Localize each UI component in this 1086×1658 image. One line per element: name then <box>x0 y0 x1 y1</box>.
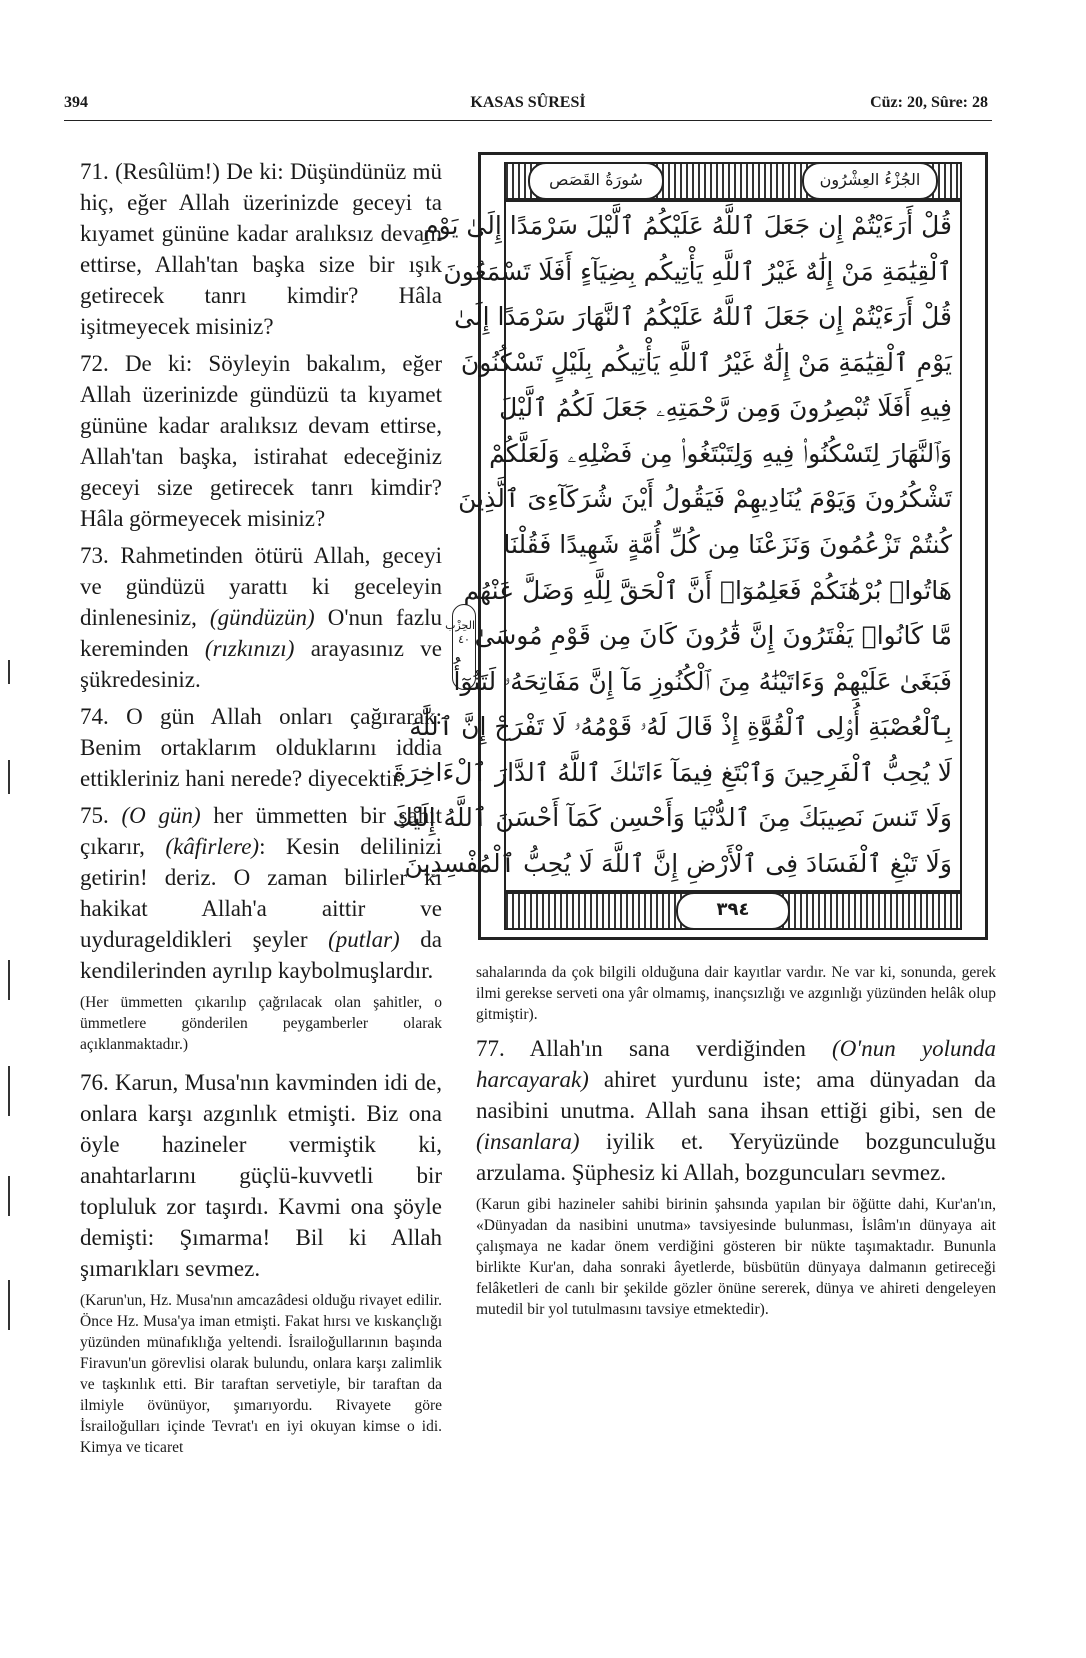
page-header <box>64 94 992 121</box>
surah-title: KASAS SÛRESİ <box>470 94 586 111</box>
arabic-line: تَشْكُرُونَ وَيَوْمَ يُنَادِيهِمْ فَيَقُولُ أَيْنَ شُرَكَآءِىَ ٱلَّذِينَ <box>458 484 952 514</box>
left-translation-column <box>80 156 442 1470</box>
verse-77: 77. Allah'ın sana verdiğinden (O'nun yolunda harcayarak) ahiret yurdunu iste; ama dünyadan da nasibini unutma. Allah sana ihsan ettiği gibi, sen de (insanlara) iyilik et. Yeryüzünde bozgunculuğu arzulama. Şüphesiz ki Allah, bozguncuları sevmez. <box>476 1036 996 1185</box>
note-76-continued: sahalarında da çok bilgili olduğuna dair kayıtlar vardır. Ne var ki, sonunda, gerek ilmi gerekse serveti ona yâr olmamış, inançsızlığı ve azgınlığı yüzünden helâk olup gitmiştir). <box>476 964 996 1023</box>
quran-page-frame <box>392 152 988 940</box>
arabic-line: كُنتُمْ تَزْعُمُونَ وَنَزَعْنَا مِن كُلِّ أُمَّةٍ شَهِيدًا فَقُلْنَا <box>503 529 952 559</box>
arabic-line: لَا يُحِبُّ ٱلْفَرِحِينَ وَٱبْتَغِ فِيمَآ ءَاتَىٰكَ ٱللَّهُ ٱلدَّارَ ٱلْءَاخِرَةَ <box>393 757 952 787</box>
verse-75: 75. (O gün) her ümmetten bir şahit çıkarır, (kâfirlere): Kesin delilinizi getirin! deriz. O zaman bilirler ki hakikat Allah'a aittir ve uydurageldikleri şeyler (putlar) da kendilerinden ayrılıp kaybolmuşlardır. <box>80 803 443 983</box>
arabic-line: وَلَا تَنسَ نَصِيبَكَ مِنَ ٱلدُّنْيَا وَأَحْسِن كَمَآ أَحْسَنَ ٱللَّهُ إِلَيْكَ <box>392 803 952 833</box>
verse-73: 73. Rahmetinden ötürü Allah, geceyi ve gündüzü yarattı ki geceleyin dinlenesiniz, (gündüzün) O'nun fazlu kereminden (rızkınızı) arayasınız ve şükredesiniz. <box>80 543 442 692</box>
arabic-line: بِٱلْعُصْبَةِ أُو۟لِى ٱلْقُوَّةِ إِذْ قَالَ لَهُۥ قَوْمُهُۥ لَا تَفْرَحْ إِنَّ ٱللَّهَ <box>409 712 952 742</box>
arabic-line: يَوْمِ ٱلْقِيَٰمَةِ مَنْ إِلَٰهٌ غَيْرُ ٱللَّهِ يَأْتِيكُم بِلَيْلٍ تَسْكُنُونَ <box>460 347 952 377</box>
note-77: (Karun gibi hazineler sahibi birinin şahsında yapılan bir öğütte dahi, Kur'an'ın, «Dünyadan da nasibini unutma» tavsiyesinde bulunması, İslâm'ın dünyaya ait çalışmaya ne kadar önem verdiğini gösteren bir nükte taşımaktadır. Bununla birlikte Kur'an, daha sonraki âyetlerde, büsbütün dünyaya dalmanın getireceği felâketleri de canlı bir şekilde gözler önüne sererek, dünya ve ahireti dengeleyen mutedil bir yol tutulmasını tavsiye etmektedir). <box>476 1196 996 1318</box>
arabic-line: فَبَغَىٰ عَلَيْهِمْ وَءَاتَيْنَٰهُ مِنَ ٱلْكُنُوزِ مَآ إِنَّ مَفَاتِحَهُۥ لَتَنُوٓأُ <box>453 666 952 696</box>
arabic-line: ٱلْقِيَٰمَةِ مَنْ إِلَٰهٌ غَيْرُ ٱللَّهِ يَأْتِيكُم بِضِيَآءٍ أَفَلَا تَسْمَعُونَ <box>443 256 952 286</box>
arabic-line: وَلَا تَبْغِ ٱلْفَسَادَ فِى ٱلْأَرْضِ إِنَّ ٱللَّهَ لَا يُحِبُّ ٱلْمُفْسِدِينَ <box>404 848 952 878</box>
right-translation-column <box>476 962 996 1328</box>
juz-name-cartouche: الجُزْءُ العِشْرُون <box>802 162 938 200</box>
verse-71: 71. (Resûlüm!) De ki: Düşündünüz mü hiç, eğer Allah üzerinizde geceyi ta kıyamet gününe kadar aralıksız devam ettirse, Allah'tan başka size bir ışık getirecek tanrı kimdir? Hâla işitmeyecek misiniz? <box>80 159 442 339</box>
margin-mark <box>8 760 10 794</box>
arabic-page-number: ٣٩٤ <box>676 892 790 930</box>
note-75: (Her ümmetten çıkarılıp çağrılacak olan şahitler, o ümmetlere gönderilen peygamberler olarak açıklanmaktadır.) <box>80 994 442 1053</box>
arabic-line: فِيهِ أَفَلَا تُبْصِرُونَ وَمِن رَّحْمَتِهِۦ جَعَلَ لَكُمُ ٱلَّيْلَ <box>499 393 952 423</box>
arabic-line: وَٱلنَّهَارَ لِتَسْكُنُوا۟ فِيهِ وَلِتَبْتَغُوا۟ مِن فَضْلِهِۦ وَلَعَلَّكُمْ <box>489 438 952 468</box>
margin-mark <box>8 1176 10 1216</box>
note-76: (Karun'un, Hz. Musa'nın amcazâdesi olduğu rivayet edilir. Önce Hz. Musa'ya iman etmişti. Fakat hırsı ve kıskançlığı yüzünden münafıklığa yeltendi. İsrailoğullarının başında Firavun'un görevlisi olarak bulundu, onlara karşı zalimlik ve taşkınlık etti. Bir taraftan servetiyle, bir taraftan da ilmiyle övünüyor, şımarıyordu. Rivayete göre İsrailoğulları içinde Tevrat'ı en iyi okuyan kimse o idi. Kimya ve ticaret <box>80 1292 442 1456</box>
juz-surah-label: Cüz: 20, Sûre: 28 <box>870 94 988 111</box>
margin-mark <box>8 660 10 684</box>
surah-name-cartouche: سُورَةُ القَصَص <box>528 162 664 200</box>
page-number: 394 <box>64 94 88 111</box>
arabic-line: مَّا كَانُوا۟ يَفْتَرُونَ إِنَّ قَٰرُونَ كَانَ مِن قَوْمِ مُوسَىٰ <box>474 621 952 651</box>
verse-76: 76. Karun, Musa'nın kavminden idi de, onlara karşı azgınlık etmişti. Biz ona öyle hazineler vermiştik ki, anahtarlarını güçlü-kuvvetli bir topluluk zor taşırdı. Kavmi ona şöyle demişti: Şımarma! Bil ki Allah şımarıkları sevmez. <box>80 1070 442 1281</box>
hizb-marker: الحِزْب ٤٠ <box>452 604 476 690</box>
margin-mark <box>8 1280 10 1330</box>
margin-mark <box>8 960 10 1000</box>
verse-74: 74. O gün Allah onları çağırarak: Benim ortaklarım olduklarını iddia ettikleriniz hani nerede? diyecektir. <box>80 704 442 791</box>
arabic-line: هَاتُوا۟ بُرْهَٰنَكُمْ فَعَلِمُوٓا۟ أَنَّ ٱلْحَقَّ لِلَّهِ وَضَلَّ عَنْهُم <box>463 575 952 605</box>
arabic-line: قُلْ أَرَءَيْتُمْ إِن جَعَلَ ٱللَّهُ عَلَيْكُمُ ٱلنَّهَارَ سَرْمَدًا إِلَىٰ <box>454 302 952 332</box>
arabic-line: قُلْ أَرَءَيْتُمْ إِن جَعَلَ ٱللَّهُ عَلَيْكُمُ ٱلَّيْلَ سَرْمَدًا إِلَىٰ يَوْمِ <box>423 211 952 240</box>
margin-mark <box>8 1066 10 1116</box>
verse-72: 72. De ki: Söyleyin bakalım, eğer Allah üzerinizde gündüzü ta kıyamet gününe kadar aralıksız devam ettirse, Allah'tan başka, istirahat edeceğiniz geceyi size getirecek tanrı kimdir? Hâla görmeyecek misiniz? <box>80 351 442 531</box>
